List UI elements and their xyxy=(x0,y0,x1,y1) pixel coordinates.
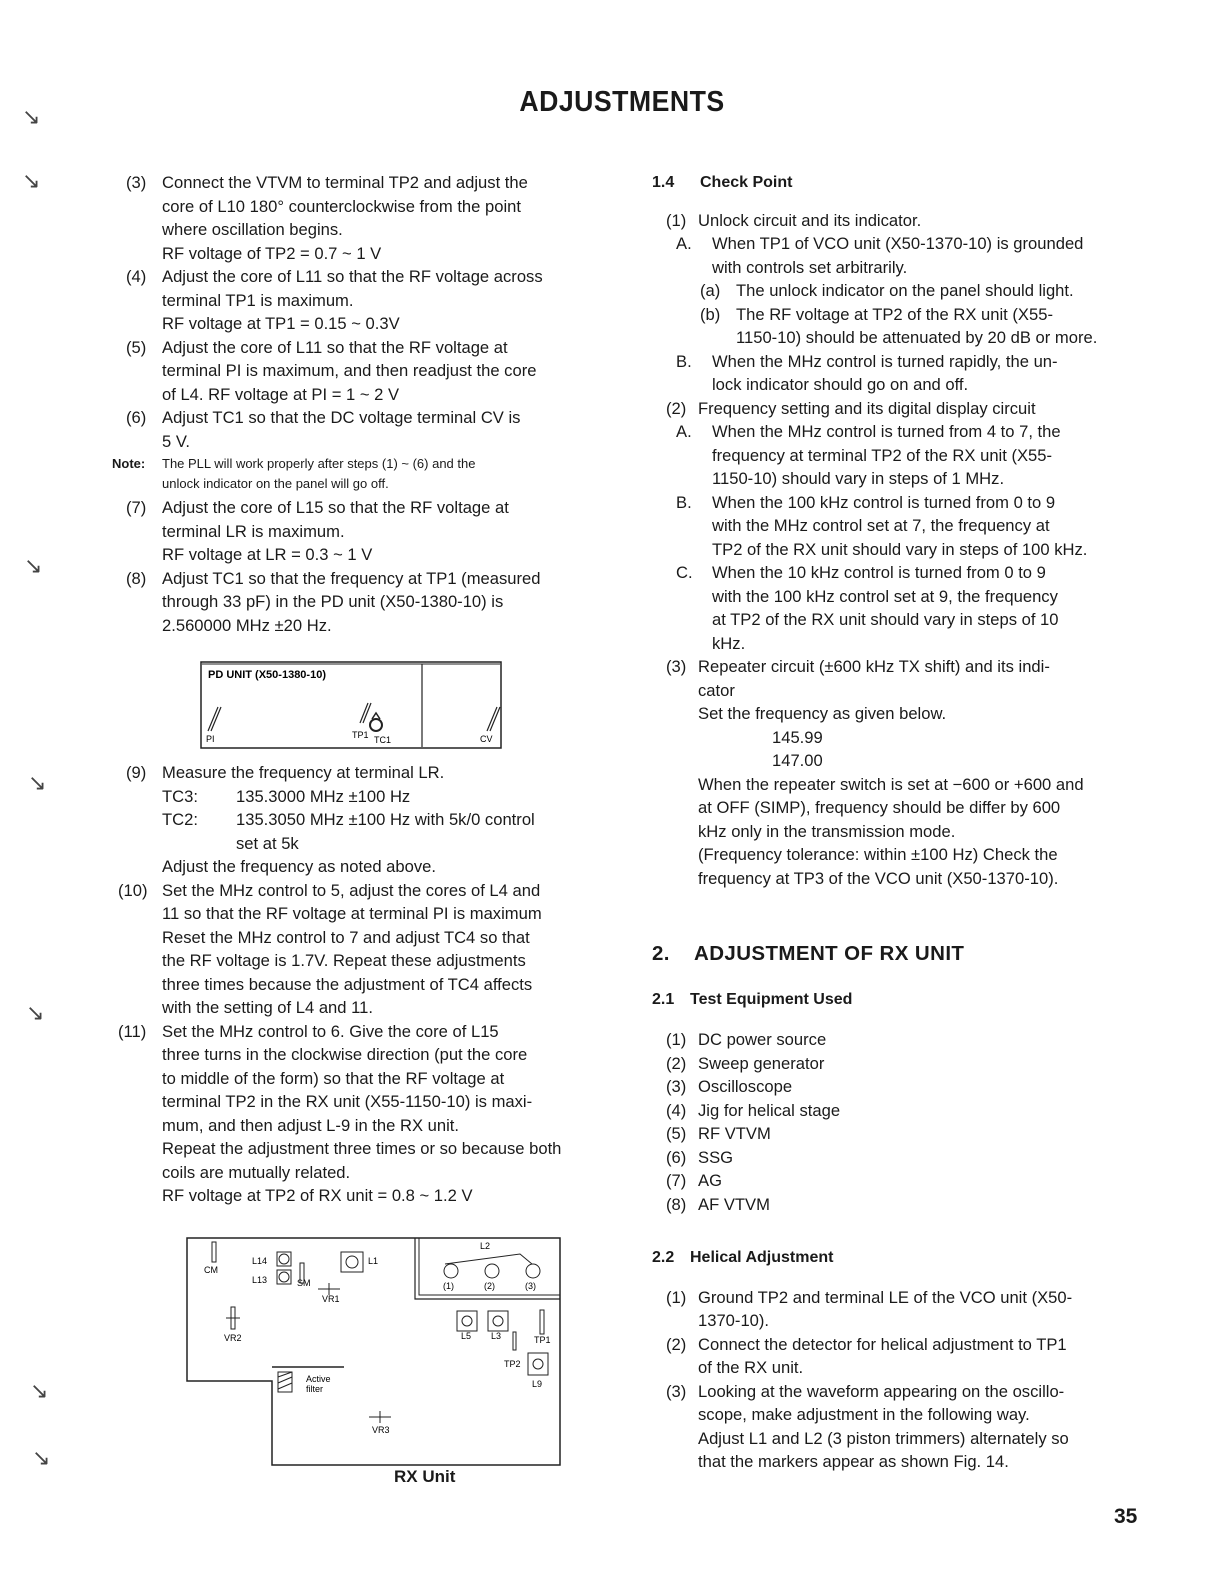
l13-label: L13 xyxy=(252,1275,268,1285)
step-10 xyxy=(112,879,597,1020)
pi-label: PI xyxy=(206,734,215,744)
section-2-2 xyxy=(652,1246,1142,1270)
tp2-label: TP2 xyxy=(504,1359,521,1369)
check-1-a-b xyxy=(652,303,1142,350)
text-line: three times because the adjustment of TC4 affects xyxy=(162,974,533,994)
text-line: terminal TP2 in the RX unit (X55-1150-10) is maxi- xyxy=(162,1092,533,1111)
section-1-4 xyxy=(652,171,1142,195)
text-line: with the setting of L4 and 11. xyxy=(162,998,373,1017)
text-line: 1150-10) should be attenuated by 20 dB or more. xyxy=(736,328,1098,347)
equipment-item xyxy=(652,1075,1142,1099)
step-number: (7) xyxy=(126,498,147,517)
check-2-b xyxy=(652,491,1142,562)
check-1-a-a xyxy=(652,279,1142,303)
text-line: where oscillation begins. xyxy=(162,220,343,239)
step-number: (10) xyxy=(118,880,148,900)
vr3-label: VR3 xyxy=(372,1425,390,1435)
note-label: Note: xyxy=(112,456,146,471)
page-number: 35 xyxy=(1114,1505,1138,1528)
text-line: at TP2 of the RX unit should vary in steps of 10 xyxy=(712,610,1059,629)
step-number: (4) xyxy=(126,267,147,286)
text-line: Unlock circuit and its indicator. xyxy=(698,210,922,230)
tc2-value: 135.3050 MHz ±100 Hz with 5k/0 control xyxy=(236,810,535,829)
active-filter-label: Active xyxy=(306,1374,331,1384)
text-line: the RF voltage is 1.7V. Repeat these adjustments xyxy=(162,951,526,970)
text-line: mum, and then adjust L-9 in the RX unit. xyxy=(162,1115,460,1135)
text-line: unlock indicator on the panel will go off. xyxy=(162,476,389,491)
equipment-item xyxy=(652,1122,1142,1146)
l14-label: L14 xyxy=(252,1256,268,1266)
check-1-b xyxy=(652,350,1142,397)
text-line: lock indicator should go on and off. xyxy=(712,375,969,394)
text-line: of L4. RF voltage at PI = 1 ~ 2 V xyxy=(162,384,400,404)
text-line: The RF voltage at TP2 of the RX unit (X55- xyxy=(736,304,1053,324)
section-number: 2. xyxy=(652,942,670,965)
trimmer-1 xyxy=(444,1264,458,1278)
tc2-row-cont xyxy=(112,832,597,856)
check-3 xyxy=(652,655,1142,726)
text-line: scope, make adjustment in the following way. xyxy=(698,1405,1030,1424)
text-line: When the 100 kHz control is turned from 0 to 9 xyxy=(712,492,1056,512)
text-line: When the repeater switch is set at −600 or +600 and xyxy=(698,774,1084,794)
text-line: at OFF (SIMP), frequency should be differ by 600 xyxy=(698,798,1061,817)
step-4 xyxy=(112,265,597,336)
text-line: RF voltage at TP2 of RX unit = 0.8 ~ 1.2 V xyxy=(162,1186,473,1205)
text-line: that the markers appear as shown Fig. 14. xyxy=(698,1452,1009,1471)
text-line: The PLL will work properly after steps (1) ~ (6) and the xyxy=(162,456,476,471)
step-number: (5) xyxy=(126,337,147,357)
l2-line xyxy=(445,1254,532,1264)
right-column xyxy=(652,171,1142,1474)
step-number: (8) xyxy=(666,1194,687,1214)
pd-unit-diagram xyxy=(200,661,504,757)
l5-coil xyxy=(462,1316,472,1326)
frequency-value: 147.00 xyxy=(772,751,823,770)
tc2-value-cont: set at 5k xyxy=(236,833,299,853)
text-line: 5 V. xyxy=(162,431,190,451)
step-5 xyxy=(112,336,597,407)
step-9 xyxy=(112,761,597,785)
step-number: (1) xyxy=(666,1030,687,1049)
l1-coil xyxy=(346,1256,358,1268)
sub-letter: A. xyxy=(676,234,692,253)
text-line: terminal TP1 is maximum. xyxy=(162,290,354,310)
tp1-terminal xyxy=(540,1310,544,1334)
l5-coil xyxy=(457,1311,477,1331)
step-number: (9) xyxy=(126,763,147,782)
step-number: (2) xyxy=(666,1334,687,1354)
text-line: 11 so that the RF voltage at terminal PI is maximum xyxy=(162,904,542,923)
rx-unit-caption: RX Unit xyxy=(394,1467,456,1486)
section-number: 1.4 xyxy=(652,174,675,191)
active-filter-label-2: filter xyxy=(306,1384,324,1394)
vr1-label: VR1 xyxy=(322,1294,340,1304)
text-line: Measure the frequency at terminal LR. xyxy=(162,763,445,782)
frequency-value: 145.99 xyxy=(772,727,823,747)
l9-coil xyxy=(528,1353,548,1375)
tc2-key: TC2: xyxy=(162,810,198,829)
step-number: (1) xyxy=(666,210,687,230)
l1-coil xyxy=(341,1252,363,1272)
text-line: kHz. xyxy=(712,633,746,653)
equipment-name: RF VTVM xyxy=(698,1124,771,1143)
section-number: 2.1 xyxy=(652,990,675,1008)
text-line: RF voltage of TP2 = 0.7 ~ 1 V xyxy=(162,243,382,263)
trimmer-3 xyxy=(526,1264,540,1278)
text-line: with the 100 kHz control set at 9, the frequency xyxy=(712,586,1058,606)
check-1-a xyxy=(652,232,1142,279)
tc2-row xyxy=(112,808,597,832)
left-column xyxy=(112,171,597,1208)
l3-coil xyxy=(493,1316,503,1326)
step-number: (2) xyxy=(666,1053,687,1073)
text-line: Adjust L1 and L2 (3 piston trimmers) alternately so xyxy=(698,1428,1069,1448)
cm-terminal xyxy=(212,1242,216,1262)
text-line: Repeat the adjustment three times or so because both xyxy=(162,1139,562,1158)
text-line: Connect the VTVM to terminal TP2 and adjust the xyxy=(162,173,528,192)
text-line: frequency at TP3 of the VCO unit (X50-1370-10). xyxy=(698,868,1059,888)
section-2 xyxy=(652,942,1142,966)
cv-label: CV xyxy=(480,734,493,744)
l14-coil xyxy=(279,1254,289,1264)
step-number: (4) xyxy=(666,1100,687,1120)
text-line: Set the frequency as given below. xyxy=(698,704,947,723)
step-number: (2) xyxy=(666,398,687,418)
text-line: When TP1 of VCO unit (X50-1370-10) is grounded xyxy=(712,234,1084,253)
text-line: Connect the detector for helical adjustment to TP1 xyxy=(698,1334,1067,1354)
binder-mark: ↘ xyxy=(28,770,47,795)
text-line: terminal PI is maximum, and then readjust the core xyxy=(162,361,537,380)
step-number: (6) xyxy=(666,1147,687,1167)
text-line: TP2 of the RX unit should vary in steps of 100 kHz. xyxy=(712,539,1088,559)
text-line: Adjust TC1 so that the DC voltage terminal CV is xyxy=(162,408,521,427)
step-number: (3) xyxy=(666,1077,687,1096)
text-line: 1150-10) should vary in steps of 1 MHz. xyxy=(712,469,1005,488)
text-line: Set the MHz control to 6. Give the core of L15 xyxy=(162,1021,499,1041)
equipment-item xyxy=(652,1028,1142,1052)
section-title: Check Point xyxy=(700,174,793,191)
l5-label: L5 xyxy=(461,1331,472,1341)
section-number: 2.2 xyxy=(652,1249,675,1266)
text-line: with the MHz control set at 7, the frequency at xyxy=(712,516,1050,535)
step-number: (6) xyxy=(126,408,147,427)
text-line: Ground TP2 and terminal LE of the VCO unit (X50- xyxy=(698,1287,1073,1307)
sub-letter: A. xyxy=(676,422,692,441)
vr3-pot xyxy=(369,1411,391,1423)
tc3-key: TC3: xyxy=(162,786,198,806)
sub-letter: C. xyxy=(676,563,693,582)
tc3-row xyxy=(112,785,597,809)
text-line: with controls set arbitrarily. xyxy=(712,257,908,277)
trimmer-2 xyxy=(485,1264,499,1278)
l3-label: L3 xyxy=(491,1331,502,1341)
text-line: Adjust TC1 so that the frequency at TP1 (measured xyxy=(162,568,541,588)
binder-mark: ↘ xyxy=(26,1000,45,1025)
step-number: (7) xyxy=(666,1171,687,1190)
pd-unit-title: PD UNIT (X50-1380-10) xyxy=(208,669,326,681)
equipment-name: DC power source xyxy=(698,1030,827,1049)
step-number: (3) xyxy=(666,657,687,676)
step-8 xyxy=(112,567,597,638)
rx-unit-figure xyxy=(186,1237,564,1467)
text-line: Repeater circuit (±600 kHz TX shift) and its indi- xyxy=(698,657,1050,676)
text-line: terminal LR is maximum. xyxy=(162,521,345,541)
binder-mark: ↘ xyxy=(22,168,41,193)
text-line: RF voltage at TP1 = 0.15 ~ 0.3V xyxy=(162,314,400,333)
text-line: cator xyxy=(698,680,735,700)
section-title: ADJUSTMENT OF RX UNIT xyxy=(694,942,965,965)
text-line: The unlock indicator on the panel should light. xyxy=(736,281,1074,300)
sub-letter: B. xyxy=(676,351,692,371)
l1-label: L1 xyxy=(368,1256,379,1266)
text-line: 2.560000 MHz ±20 Hz. xyxy=(162,615,332,635)
tc1-trimmer xyxy=(370,719,382,731)
note xyxy=(112,454,597,494)
step-6 xyxy=(112,406,597,453)
helical-2 xyxy=(652,1333,1142,1380)
text-line: Set the MHz control to 5, adjust the cores of L4 and xyxy=(162,880,541,900)
step-number: (3) xyxy=(126,173,147,192)
text-line: Reset the MHz control to 7 and adjust TC4 so that xyxy=(162,927,530,947)
section-title: Helical Adjustment xyxy=(690,1249,834,1266)
l9-label: L9 xyxy=(532,1379,543,1389)
text-line: kHz only in the transmission mode. xyxy=(698,821,956,841)
binder-mark: ↘ xyxy=(22,104,41,129)
trimmer-3-label: (3) xyxy=(525,1281,536,1291)
text-line: (Frequency tolerance: within ±100 Hz) Check the xyxy=(698,845,1058,864)
equipment-name: AF VTVM xyxy=(698,1194,770,1214)
text-line: to middle of the form) so that the RF voltage at xyxy=(162,1068,505,1088)
text-line: RF voltage at LR = 0.3 ~ 1 V xyxy=(162,545,373,564)
tc3-value: 135.3000 MHz ±100 Hz xyxy=(236,786,411,806)
text-line: of the RX unit. xyxy=(698,1358,804,1377)
binder-mark: ↘ xyxy=(24,553,43,578)
sub-letter: (a) xyxy=(700,281,721,300)
step-7 xyxy=(112,496,597,567)
text-line: 1370-10). xyxy=(698,1311,770,1330)
text-line: three turns in the clockwise direction (put the core xyxy=(162,1045,528,1064)
tp1-label: TP1 xyxy=(534,1335,551,1345)
check-2-c xyxy=(652,561,1142,655)
equipment-name: Sweep generator xyxy=(698,1053,825,1073)
equipment-item xyxy=(652,1052,1142,1076)
equipment-list xyxy=(652,1028,1142,1216)
tc1-label: TC1 xyxy=(374,735,392,745)
pd-unit-figure xyxy=(200,661,504,757)
l3-coil xyxy=(488,1311,508,1331)
text-line: When the MHz control is turned from 4 to 7, the xyxy=(712,422,1061,441)
check-1 xyxy=(652,209,1142,233)
tp1-label: TP1 xyxy=(352,730,369,740)
sub-letter: B. xyxy=(676,492,692,512)
helical-1 xyxy=(652,1286,1142,1333)
sm-label: SM xyxy=(297,1278,311,1288)
cm-label: CM xyxy=(204,1265,218,1275)
equipment-item xyxy=(652,1146,1142,1170)
equipment-item xyxy=(652,1169,1142,1193)
active-filter-block xyxy=(278,1372,292,1389)
l2-label: L2 xyxy=(480,1241,491,1251)
text-line: core of L10 180° counterclockwise from the point xyxy=(162,196,521,216)
binder-mark: ↘ xyxy=(32,1445,51,1470)
step-number: (1) xyxy=(666,1287,687,1307)
check-2-a xyxy=(652,420,1142,491)
text-line: Adjust the core of L11 so that the RF voltage across xyxy=(162,267,543,286)
step-11 xyxy=(112,1020,597,1208)
text-line: coils are mutually related. xyxy=(162,1162,351,1182)
page-title: ADJUSTMENTS xyxy=(519,86,725,118)
text-line: Adjust the core of L15 so that the RF voltage at xyxy=(162,498,509,517)
equipment-name: Jig for helical stage xyxy=(698,1100,841,1120)
vr2-label: VR2 xyxy=(224,1333,242,1343)
trimmer-1-label: (1) xyxy=(443,1281,454,1291)
step-number: (11) xyxy=(118,1021,147,1041)
text-line: Adjust the frequency as noted above. xyxy=(162,857,436,876)
section-2-1 xyxy=(652,988,1142,1012)
step-number: (8) xyxy=(126,568,147,588)
helical-3 xyxy=(652,1380,1142,1474)
equipment-item xyxy=(652,1193,1142,1217)
step-number: (5) xyxy=(666,1124,687,1143)
binder-mark: ↘ xyxy=(30,1378,49,1403)
check-2 xyxy=(652,397,1142,421)
equipment-name: SSG xyxy=(698,1147,734,1167)
step-number: (3) xyxy=(666,1381,687,1401)
text-line: frequency at terminal TP2 of the RX unit (X55- xyxy=(712,445,1053,465)
text-line: Adjust the core of L11 so that the RF voltage at xyxy=(162,337,508,357)
rx-unit-diagram xyxy=(186,1237,564,1467)
text-line: When the MHz control is turned rapidly, the un- xyxy=(712,351,1058,371)
equipment-name: Oscilloscope xyxy=(698,1077,793,1096)
trimmer-2-label: (2) xyxy=(484,1281,495,1291)
l13-coil xyxy=(279,1272,289,1282)
equipment-item xyxy=(652,1099,1142,1123)
tp2-terminal xyxy=(513,1332,516,1350)
text-line: Frequency setting and its digital display circuit xyxy=(698,398,1036,418)
l9-coil xyxy=(533,1359,543,1369)
equipment-name: AG xyxy=(698,1171,722,1190)
step-3 xyxy=(112,171,597,265)
text-line: When the 10 kHz control is turned from 0 to 9 xyxy=(712,563,1046,582)
text-line: Looking at the waveform appearing on the oscillo- xyxy=(698,1381,1065,1401)
text-line: through 33 pF) in the PD unit (X50-1380-10) is xyxy=(162,592,504,611)
section-title: Test Equipment Used xyxy=(690,990,853,1008)
sub-letter: (b) xyxy=(700,304,721,324)
